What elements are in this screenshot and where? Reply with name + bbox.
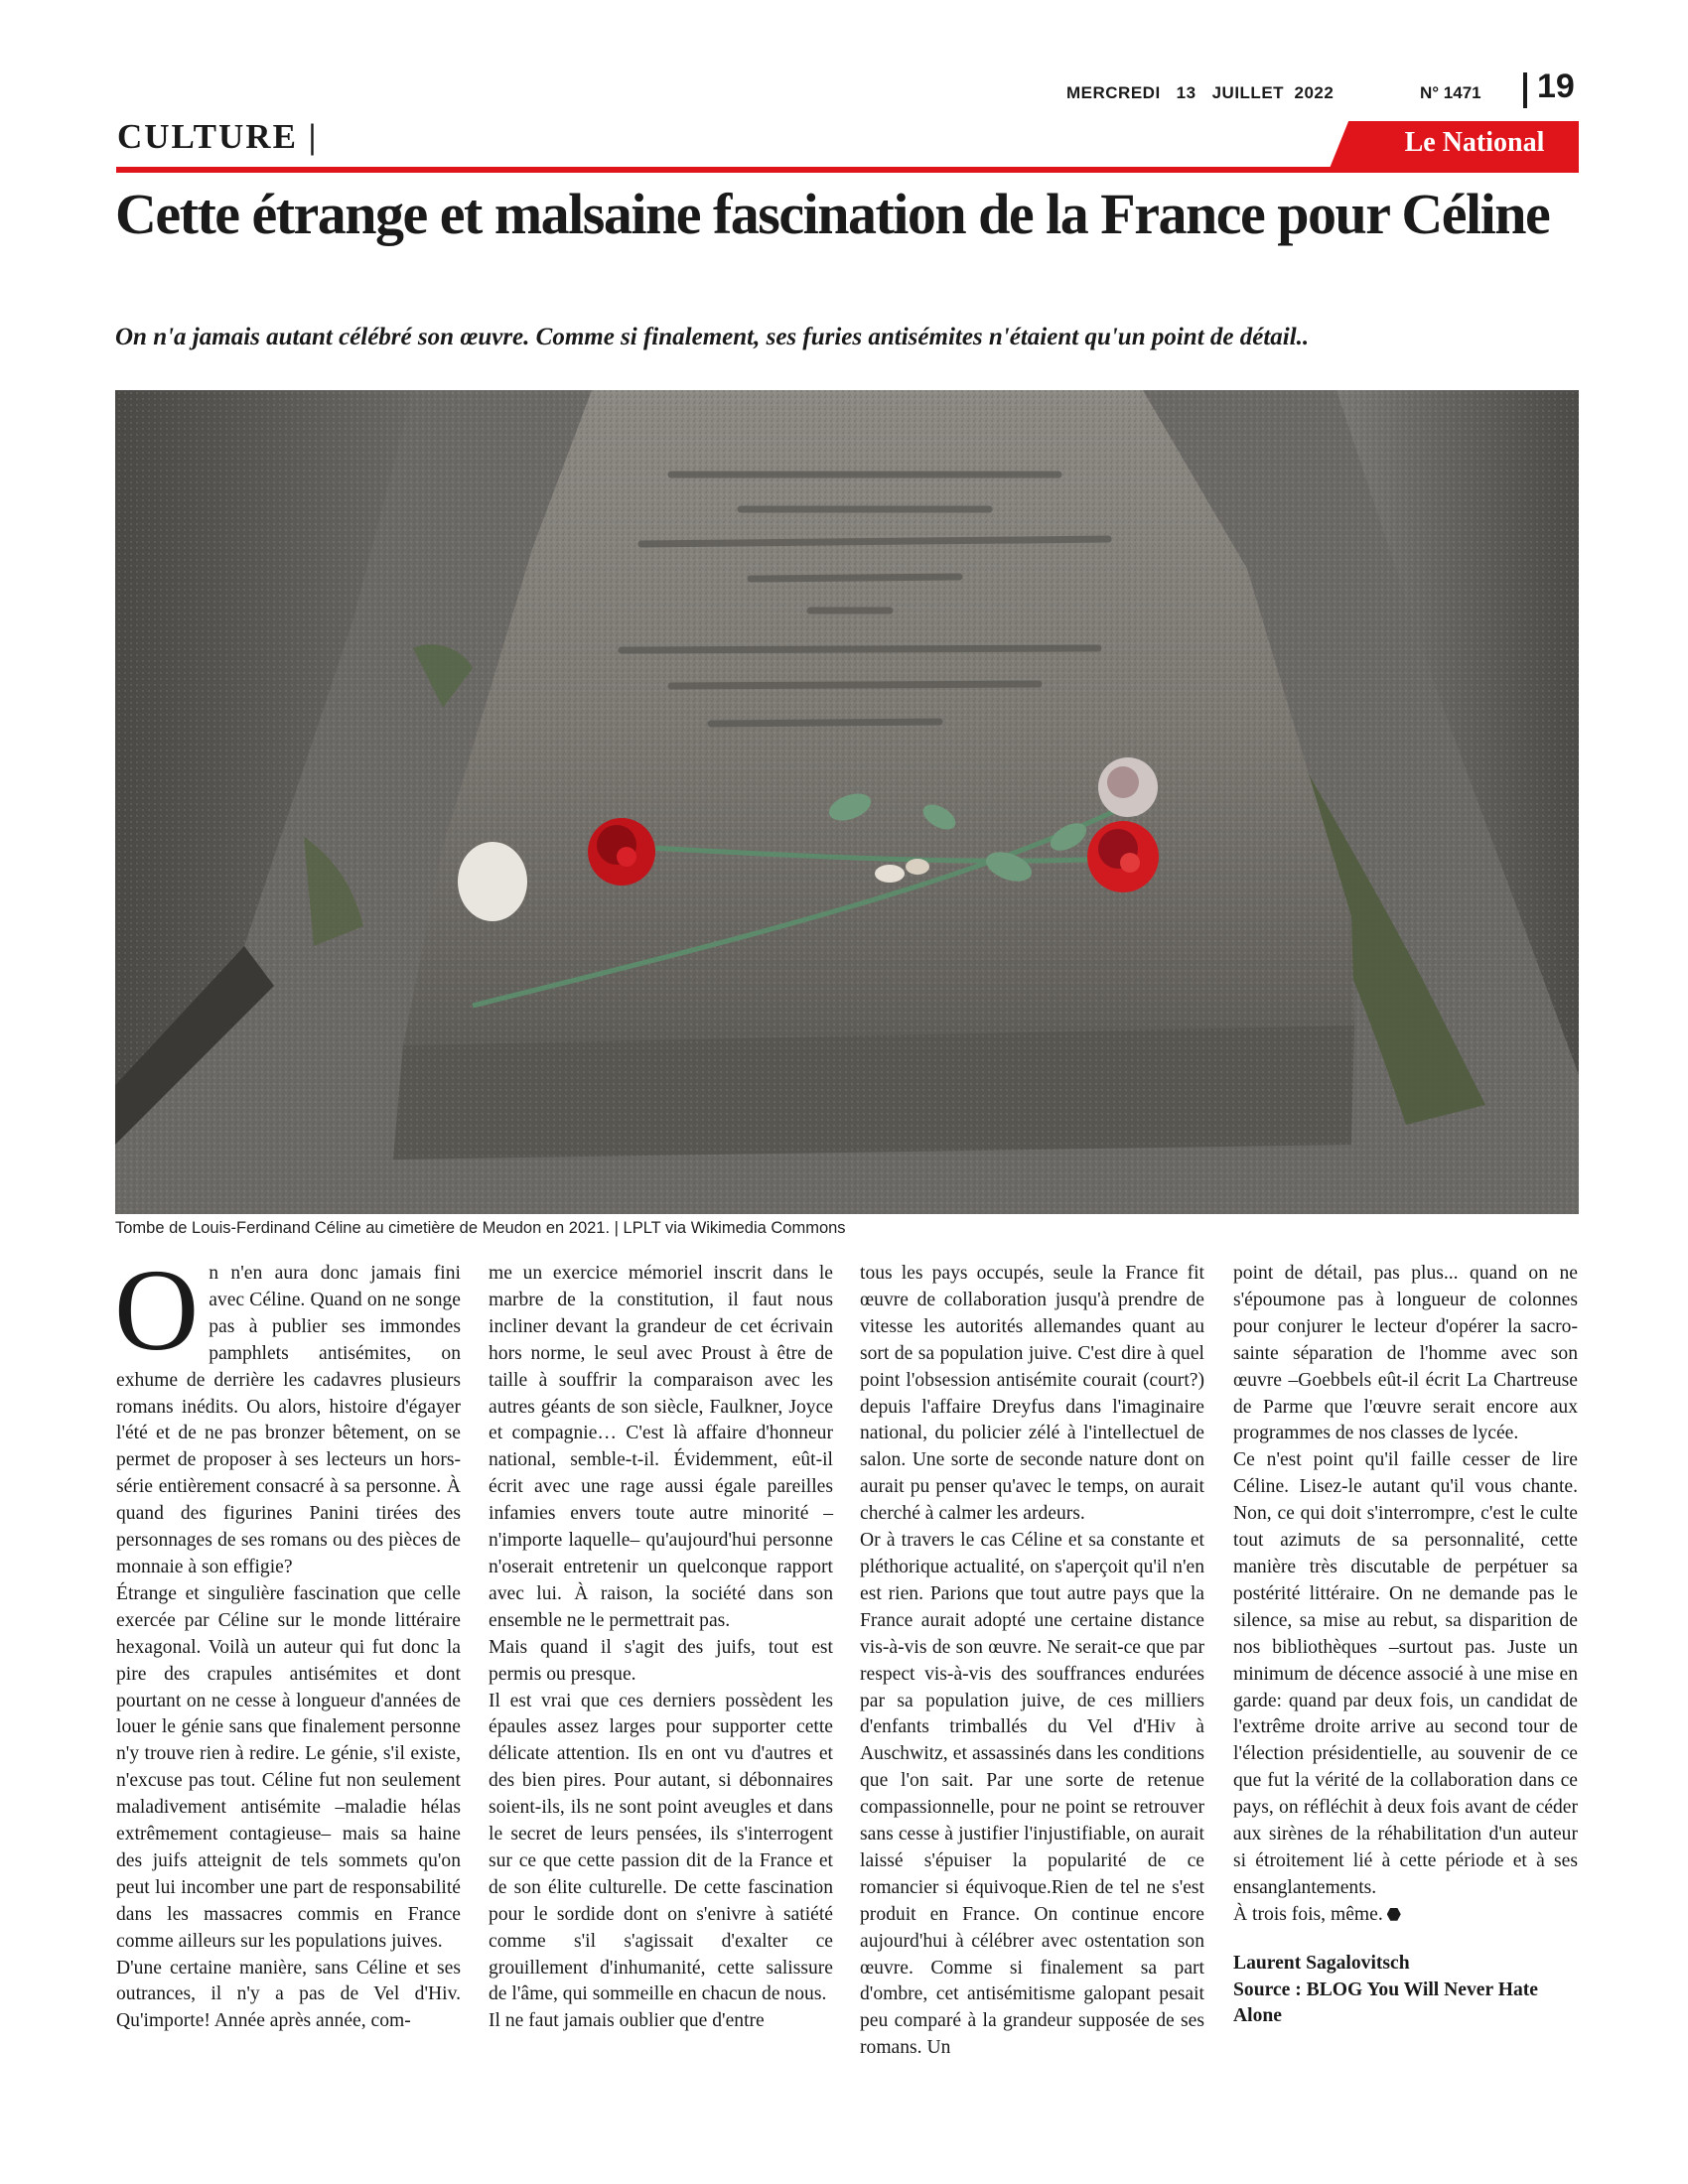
paragraph-text: n n'en aura donc jamais fini avec Céline. Quand on ne songe pas à publier ses immondes pamphlets antisémites, on exhume de derrière les cadavres plusieurs romans inédits. Ou alors, histoire d'égayer l'été et de ne pas bronzer bêtement, on se permet de proposer à ses lecteurs un hors-série entièrement consacré à sa personne. À quand des figurines Panini tirées des personnages de ses romans ou des pièces de monnaie à son effigie?	[116, 1263, 461, 1577]
date-month-year: JUILLET 2022	[1211, 83, 1335, 102]
paragraph: me un exercice mémoriel inscrit dans le marbre de la constitution, il faut nous incliner devant la grandeur de cet écrivain hors norme, le seul avec Proust à être de taille à souffrir la comparaison avec les autres géants de son siècle, Faulkner, Joyce et compagnie… C'est là affaire d'honneur national, semble-t-il. Évidemment, eût-il écrit avec une rage aussi égale pareilles infamies envers toute autre minorité –n'importe laquelle– qu'aujourd'hui personne n'oserait entretenir un quelconque rapport avec lui. À raison, la société dans son ensemble ne le permettrait pas.	[489, 1263, 833, 1631]
paragraph: tous les pays occupés, seule la France fit œuvre de collaboration jusqu'à prendre de vitesse les autorités allemandes quant au sort de sa population juive. C'est dire à quel point l'obsession antisémite courait (court?) depuis l'affaire Dreyfus dans l'imaginaire national, du policier zélé à l'intellectuel de salon. Une sorte de seconde nature dont on aurait pu penser qu'avec le temps, on aurait cherché à calmer les ardeurs.	[860, 1263, 1204, 1525]
paragraph: Ce n'est point qu'il faille cesser de lire Céline. Lisez-le autant qu'il vous chante. Non, ce qui doit s'interrompre, c'est le culte tout azimuts de sa personnalité, cette manière très discutable de perpétuer sa postérité littéraire. On ne demande pas le silence, sa mise au rebut, sa disparition de nos bibliothèques –surtout pas. Juste un minimum de décence associé à une mise en garde: quand par deux fois, un candidat de l'extrême droite arrive au second tour de l'élection présidentielle, au souvenir de ce que fut la vérité de la collaboration dans ce pays, on réfléchit à deux fois avant de céder aux sirènes de la réhabilitation d'un auteur si étroitement lié à cette période et à ses ensanglantements.	[1233, 1449, 1578, 1898]
date-number: 13	[1176, 83, 1196, 102]
pale-rose	[1098, 757, 1158, 817]
paragraph: Il ne faut jamais oublier que d'entre	[489, 2010, 765, 2032]
page-number-divider	[1523, 72, 1527, 108]
paragraph	[1233, 1902, 1578, 1929]
paragraph: point de détail, pas plus... quand on ne s'époumone pas à longueur de colonnes pour conjurer le lecteur d'opérer la sacro-sainte séparation de l'homme avec son œuvre –Goebbels eût-il écrit La Chartreuse de Parme que l'œuvre serait encore aux programmes de nos classes de lycée.	[1233, 1263, 1578, 1444]
section-label: CULTURE |	[117, 117, 319, 156]
paragraph: Il est vrai que ces derniers possèdent les épaules assez larges pour supporter cette délicate attention. Ils en ont vu d'autres et des bien pires. Pour autant, si débonnaires soient-ils, ils ne sont point aveugles et dans le secret de leurs pensées, ils s'interrogent sur ce que cette passion dit de la France et de son élite culturelle. De cette fascination pour le sordide dont on s'enivre à satiété comme s'il s'agissait d'exalter ce grouillement d'inhumanité, cette salissure de l'âme, qui sommeille en chacun de nous.	[489, 1690, 833, 2005]
article-column-2	[489, 1261, 833, 2035]
article-source: Source : BLOG You Will Never Hate Alone	[1233, 1979, 1538, 2027]
grave-photo-illustration	[115, 390, 1579, 1214]
red-rose-left	[588, 818, 655, 886]
byline	[1233, 1951, 1578, 2031]
page-number: 19	[1537, 68, 1575, 105]
paragraph	[114, 1245, 461, 1581]
paragraph: Mais quand il s'agit des juifs, tout est permis ou presque.	[489, 1636, 833, 1685]
issue-date	[1066, 83, 1349, 103]
brand-name: Le National	[1404, 127, 1545, 158]
paragraph: Étrange et singulière fascination que celle exercée par Céline sur le monde littéraire hexagonal. Voilà un auteur qui fut donc la pire des crapules antisémites et dont pourtant on ne cesse à longueur d'années de louer le génie sans que finalement personne n'y trouve rien à redire. Le génie, s'il existe, n'excuse pas tout. Céline fut non seulement maladivement antisémite –maladie hélas extrêmement contagieuse– mais sa haine des juifs atteignit de tels sommets qu'on peut lui incomber une part de responsabilité dans les massacres commis en France comme ailleurs sur les populations juives.	[116, 1582, 461, 1952]
paragraph: Or à travers le cas Céline et sa constante et pléthorique actualité, on s'aperçoit qu'il n'en est rien. Parions que tout autre pays que la France aurait adopté une certaine distance vis-à-vis de son œuvre. Ne serait-ce que par respect vis-à-vis des souffrances endurées par sa population juive, de ces milliers d'enfants trimballés du Vel d'Hiv à Auschwitz, et assassinés dans les conditions que l'on sait. Par une sorte de retenue compassionnelle, pour ne point se retrouver sans cesse à justifier l'injustifiable, on aurait laissé s'épuiser la popularité de ce romancier si équivoque.Rien de tel ne s'est produit en France. On continue encore aujourd'hui à célébrer avec ostentation son œuvre. Comme si finalement sa part d'ombre, cet antisémitisme galopant pesait peu comparé à la grandeur supposée de ses romans. Un	[860, 1530, 1204, 2059]
paragraph: D'une certaine manière, sans Céline et ses outrances, il n'y a pas de Vel d'Hiv. Qu'importe! Année après année, com-	[116, 1957, 461, 2032]
article-headline: Cette étrange et malsaine fascination de la France pour Céline	[115, 182, 1550, 246]
end-of-article-icon	[1387, 1908, 1401, 1921]
photo-caption: Tombe de Louis-Ferdinand Céline au cimetière de Meudon en 2021. | LPLT via Wikimedia Commons	[115, 1219, 846, 1237]
article-column-3	[860, 1261, 1204, 2062]
article-photo	[115, 390, 1579, 1214]
white-stone	[458, 842, 527, 921]
date-day: MERCREDI	[1066, 83, 1161, 102]
article-column-1	[114, 1245, 461, 2035]
red-rose-right	[1087, 821, 1159, 892]
drop-cap: O	[114, 1245, 200, 1375]
closing-line: À trois fois, même.	[1233, 1903, 1383, 1925]
author-name: Laurent Sagalovitsch	[1233, 1952, 1410, 1974]
article-column-4	[1233, 1261, 1578, 2030]
article-subheadline: On n'a jamais autant célébré son œuvre. Comme si finalement, ses furies antisémites n'étaient qu'un point de détail..	[115, 324, 1310, 350]
issue-number: N° 1471	[1420, 83, 1481, 102]
